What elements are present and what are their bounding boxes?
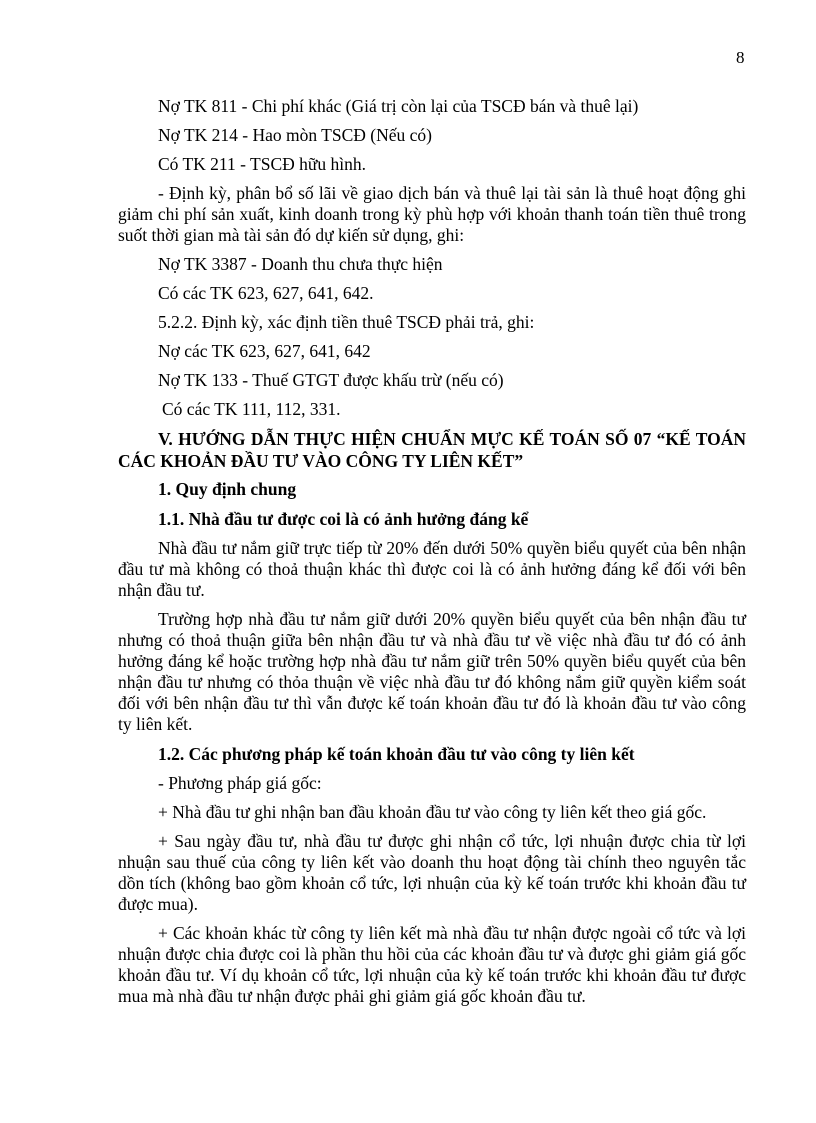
entry-line: Nợ các TK 623, 627, 641, 642 (158, 341, 371, 361)
entry-line: Có các TK 111, 112, 331. (162, 399, 341, 419)
entry-line: Nợ TK 133 - Thuế GTGT được khấu trừ (nếu có) (158, 370, 504, 390)
subheading: 1.1. Nhà đầu tư được coi là có ảnh hưởng đáng kể (158, 509, 529, 529)
entry-line: Nợ TK 811 - Chi phí khác (Giá trị còn lại của TSCĐ bán và thuê lại) (158, 96, 639, 116)
page-content (118, 96, 746, 1015)
section-heading: V. HƯỚNG DẪN THỰC HIỆN CHUẨN MỰC KẾ TOÁN SỐ 07 “KẾ TOÁN CÁC KHOẢN ĐẦU TƯ VÀO CÔNG TY LIÊN KẾT” (118, 429, 746, 471)
entry-line: Nợ TK 3387 - Doanh thu chưa thực hiện (158, 254, 443, 274)
bullet-paragraph: + Các khoản khác từ công ty liên kết mà nhà đầu tư nhận được ngoài cổ tức và lợi nhuận được chia được coi là phần thu hồi của các khoản đầu tư và được ghi giảm giá gốc khoản đầu tư. Ví dụ khoản cổ tức, lợi nhuận của kỳ kế toán trước khi khoản đầu tư được mua mà nhà đầu tư nhận được phải ghi giảm giá gốc khoản đầu tư. (118, 923, 746, 1006)
subheading: 1.2. Các phương pháp kế toán khoản đầu tư vào công ty liên kết (158, 744, 635, 764)
entry-line: Có TK 211 - TSCĐ hữu hình. (158, 154, 367, 174)
entry-line: Có các TK 623, 627, 641, 642. (158, 283, 374, 303)
entry-line: 5.2.2. Định kỳ, xác định tiền thuê TSCĐ phải trả, ghi: (158, 312, 535, 332)
paragraph: - Định kỳ, phân bổ số lãi về giao dịch bán và thuê lại tài sản là thuê hoạt động ghi giảm chi phí sản xuất, kinh doanh trong kỳ phù hợp với khoản thanh toán tiền thuê trong suốt thời gian mà tài sản đó dự kiến sử dụng, ghi: (118, 183, 746, 245)
bullet-paragraph: + Sau ngày đầu tư, nhà đầu tư được ghi nhận cổ tức, lợi nhuận được chia từ lợi nhuận sau thuế của công ty liên kết vào doanh thu hoạt động tài chính theo nguyên tắc dồn tích (không bao gồm khoản cổ tức, lợi nhuận của kỳ kế toán trước khi khoản đầu tư được mua). (118, 831, 746, 914)
paragraph: Nhà đầu tư nắm giữ trực tiếp từ 20% đến dưới 50% quyền biểu quyết của bên nhận đầu tư mà không có thoả thuận khác thì được coi là có ảnh hưởng đáng kể đối với bên nhận đầu tư. (118, 538, 746, 600)
paragraph: Trường hợp nhà đầu tư nắm giữ dưới 20% quyền biểu quyết của bên nhận đầu tư nhưng có thoả thuận giữa bên nhận đầu tư và nhà đầu tư về việc nhà đầu tư đó có ảnh hưởng đáng kể hoặc trường hợp nhà đầu tư nắm giữ trên 50% quyền biểu quyết của bên nhận đầu tư nhưng có thỏa thuận về việc nhà đầu tư đó không nắm giữ quyền kiểm soát đối với bên nhận đầu tư thì vẫn được kế toán khoản đầu tư đó là khoản đầu tư vào công ty liên kết. (118, 609, 746, 734)
entry-line: Nợ TK 214 - Hao mòn TSCĐ (Nếu có) (158, 125, 432, 145)
bullet-paragraph: + Nhà đầu tư ghi nhận ban đầu khoản đầu tư vào công ty liên kết theo giá gốc. (158, 802, 707, 822)
page-number: 8 (736, 48, 745, 67)
subheading: 1. Quy định chung (158, 479, 297, 499)
entry-line: - Phương pháp giá gốc: (158, 773, 322, 793)
